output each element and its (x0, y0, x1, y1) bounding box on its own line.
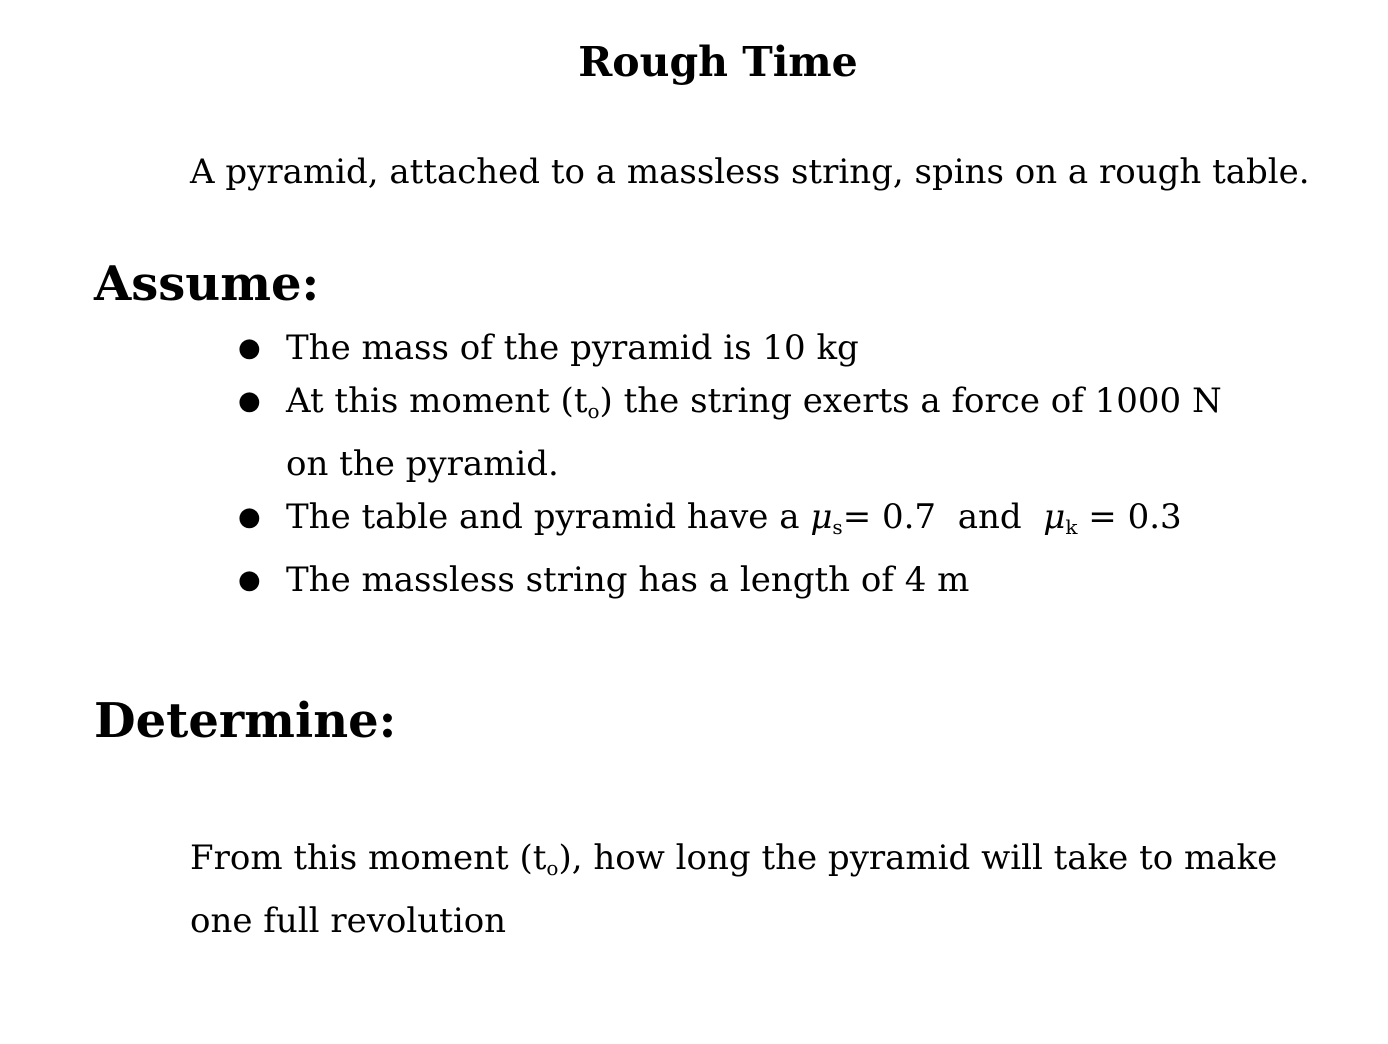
list-item-text: The mass of the pyramid is 10 kg (286, 328, 859, 368)
and-text: and (957, 497, 1022, 537)
list-item-text: ) the string exerts a force of 1000 N on the pyramid. (286, 381, 1222, 484)
bullet-icon: ● (238, 386, 261, 416)
bullet-icon: ● (238, 502, 261, 532)
question-text-start: From this moment (t (190, 838, 547, 878)
assume-list (238, 322, 1238, 607)
mu-s-value: = 0.7 (842, 497, 937, 537)
mu-k-value: = 0.3 (1088, 497, 1182, 537)
list-item-text: At this moment (t (286, 381, 588, 421)
question-text (190, 832, 1300, 948)
page-title: Rough Time (578, 38, 858, 86)
list-item (238, 554, 1238, 607)
list-item (238, 491, 1238, 554)
bullet-icon: ● (238, 565, 261, 595)
mu-k-subscript: k (1065, 515, 1078, 539)
time-subscript: o (546, 856, 559, 880)
list-item (238, 375, 1238, 491)
mu-k-symbol: μ (1043, 497, 1066, 537)
mu-s-symbol: μ (810, 497, 833, 537)
list-item (238, 322, 1238, 375)
intro-text: A pyramid, attached to a massless string, spins on a rough table. (190, 152, 1310, 192)
determine-heading: Determine: (94, 693, 397, 749)
list-item-text: The table and pyramid have a (286, 497, 811, 537)
question-text-end: ), how long the pyramid will take to make one full revolution (190, 838, 1278, 941)
assume-heading: Assume: (94, 256, 320, 312)
mu-s-subscript: s (832, 515, 843, 539)
bullet-icon: ● (238, 333, 261, 363)
list-item-text: The massless string has a length of 4 m (286, 560, 970, 600)
time-subscript: o (587, 399, 600, 423)
